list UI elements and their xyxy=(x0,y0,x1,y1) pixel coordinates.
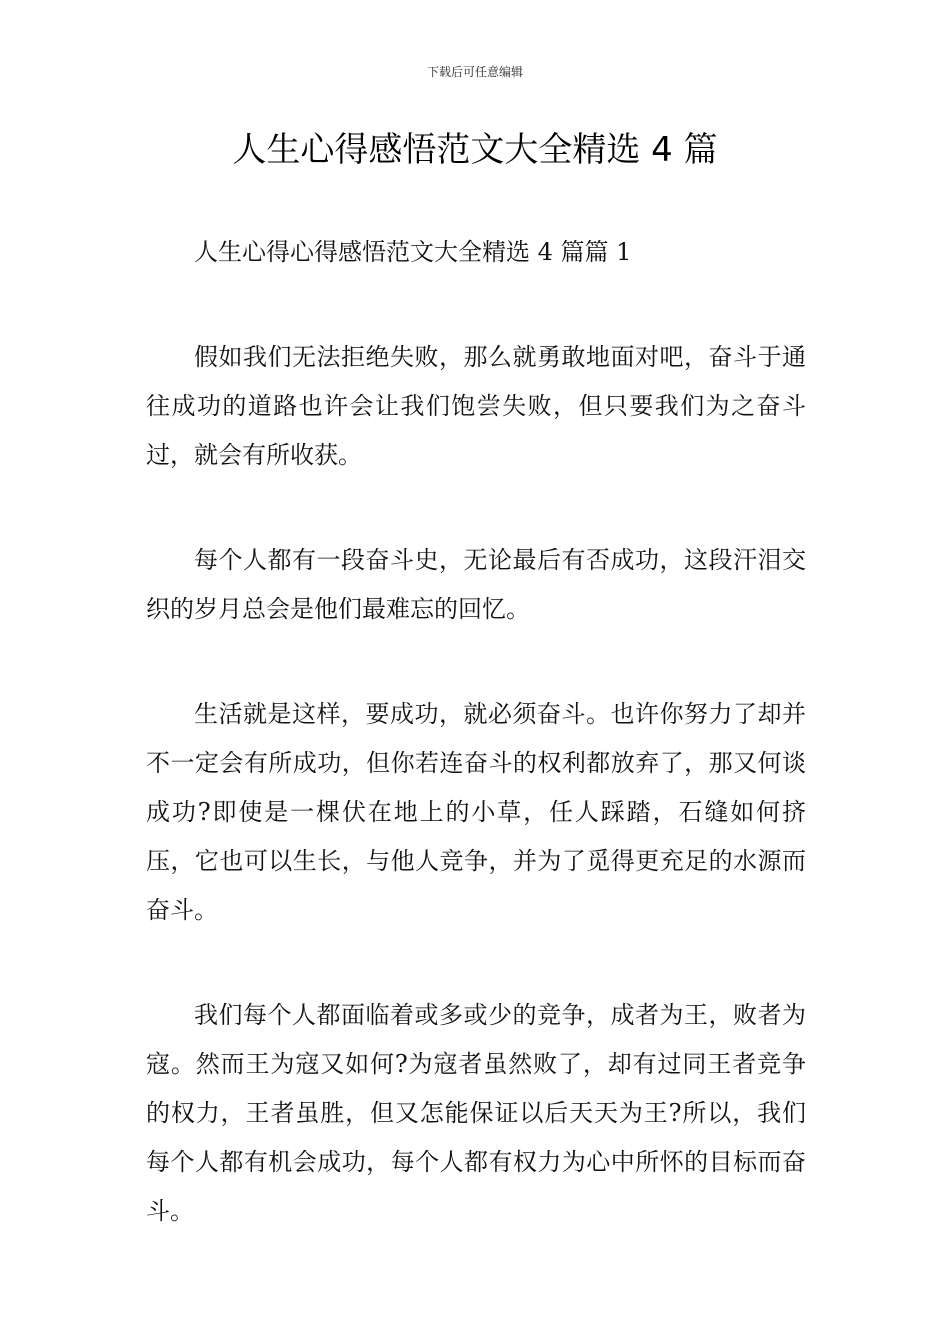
paragraph-3: 生活就是这样，要成功，就必须奋斗。也许你努力了却并不一定会有所成功，但你若连奋斗的权利都放弃了，那又何谈成功?即使是一棵伏在地上的小草，任人踩踏，石缝如何挤压，它也可以生长，与他人竞争，并为了觅得更充足的水源而奋斗。 xyxy=(146,700,806,924)
document-title: 人生心得感悟范文大全精选 4 篇 xyxy=(232,130,718,170)
document-body xyxy=(146,228,806,1236)
paragraph-4: 我们每个人都面临着或多或少的竞争，成者为王，败者为寇。然而王为寇又如何?为寇者虽然败了，却有过同王者竞争的权力，王者虽胜，但又怎能保证以后天天为王?所以，我们每个人都有机会成功，每个人都有权力为心中所怀的目标而奋斗。 xyxy=(146,1001,806,1225)
header-note: 下载后可任意编辑 xyxy=(426,65,523,79)
paragraph-1: 假如我们无法拒绝失败，那么就勇敢地面对吧，奋斗于通往成功的道路也许会让我们饱尝失败，但只要我们为之奋斗过，就会有所收获。 xyxy=(146,343,806,469)
paragraph-2: 每个人都有一段奋斗史，无论最后有否成功，这段汗泪交织的岁月总会是他们最难忘的回忆。 xyxy=(146,546,806,623)
section-subtitle: 人生心得心得感悟范文大全精选 4 篇篇 1 xyxy=(194,238,632,266)
